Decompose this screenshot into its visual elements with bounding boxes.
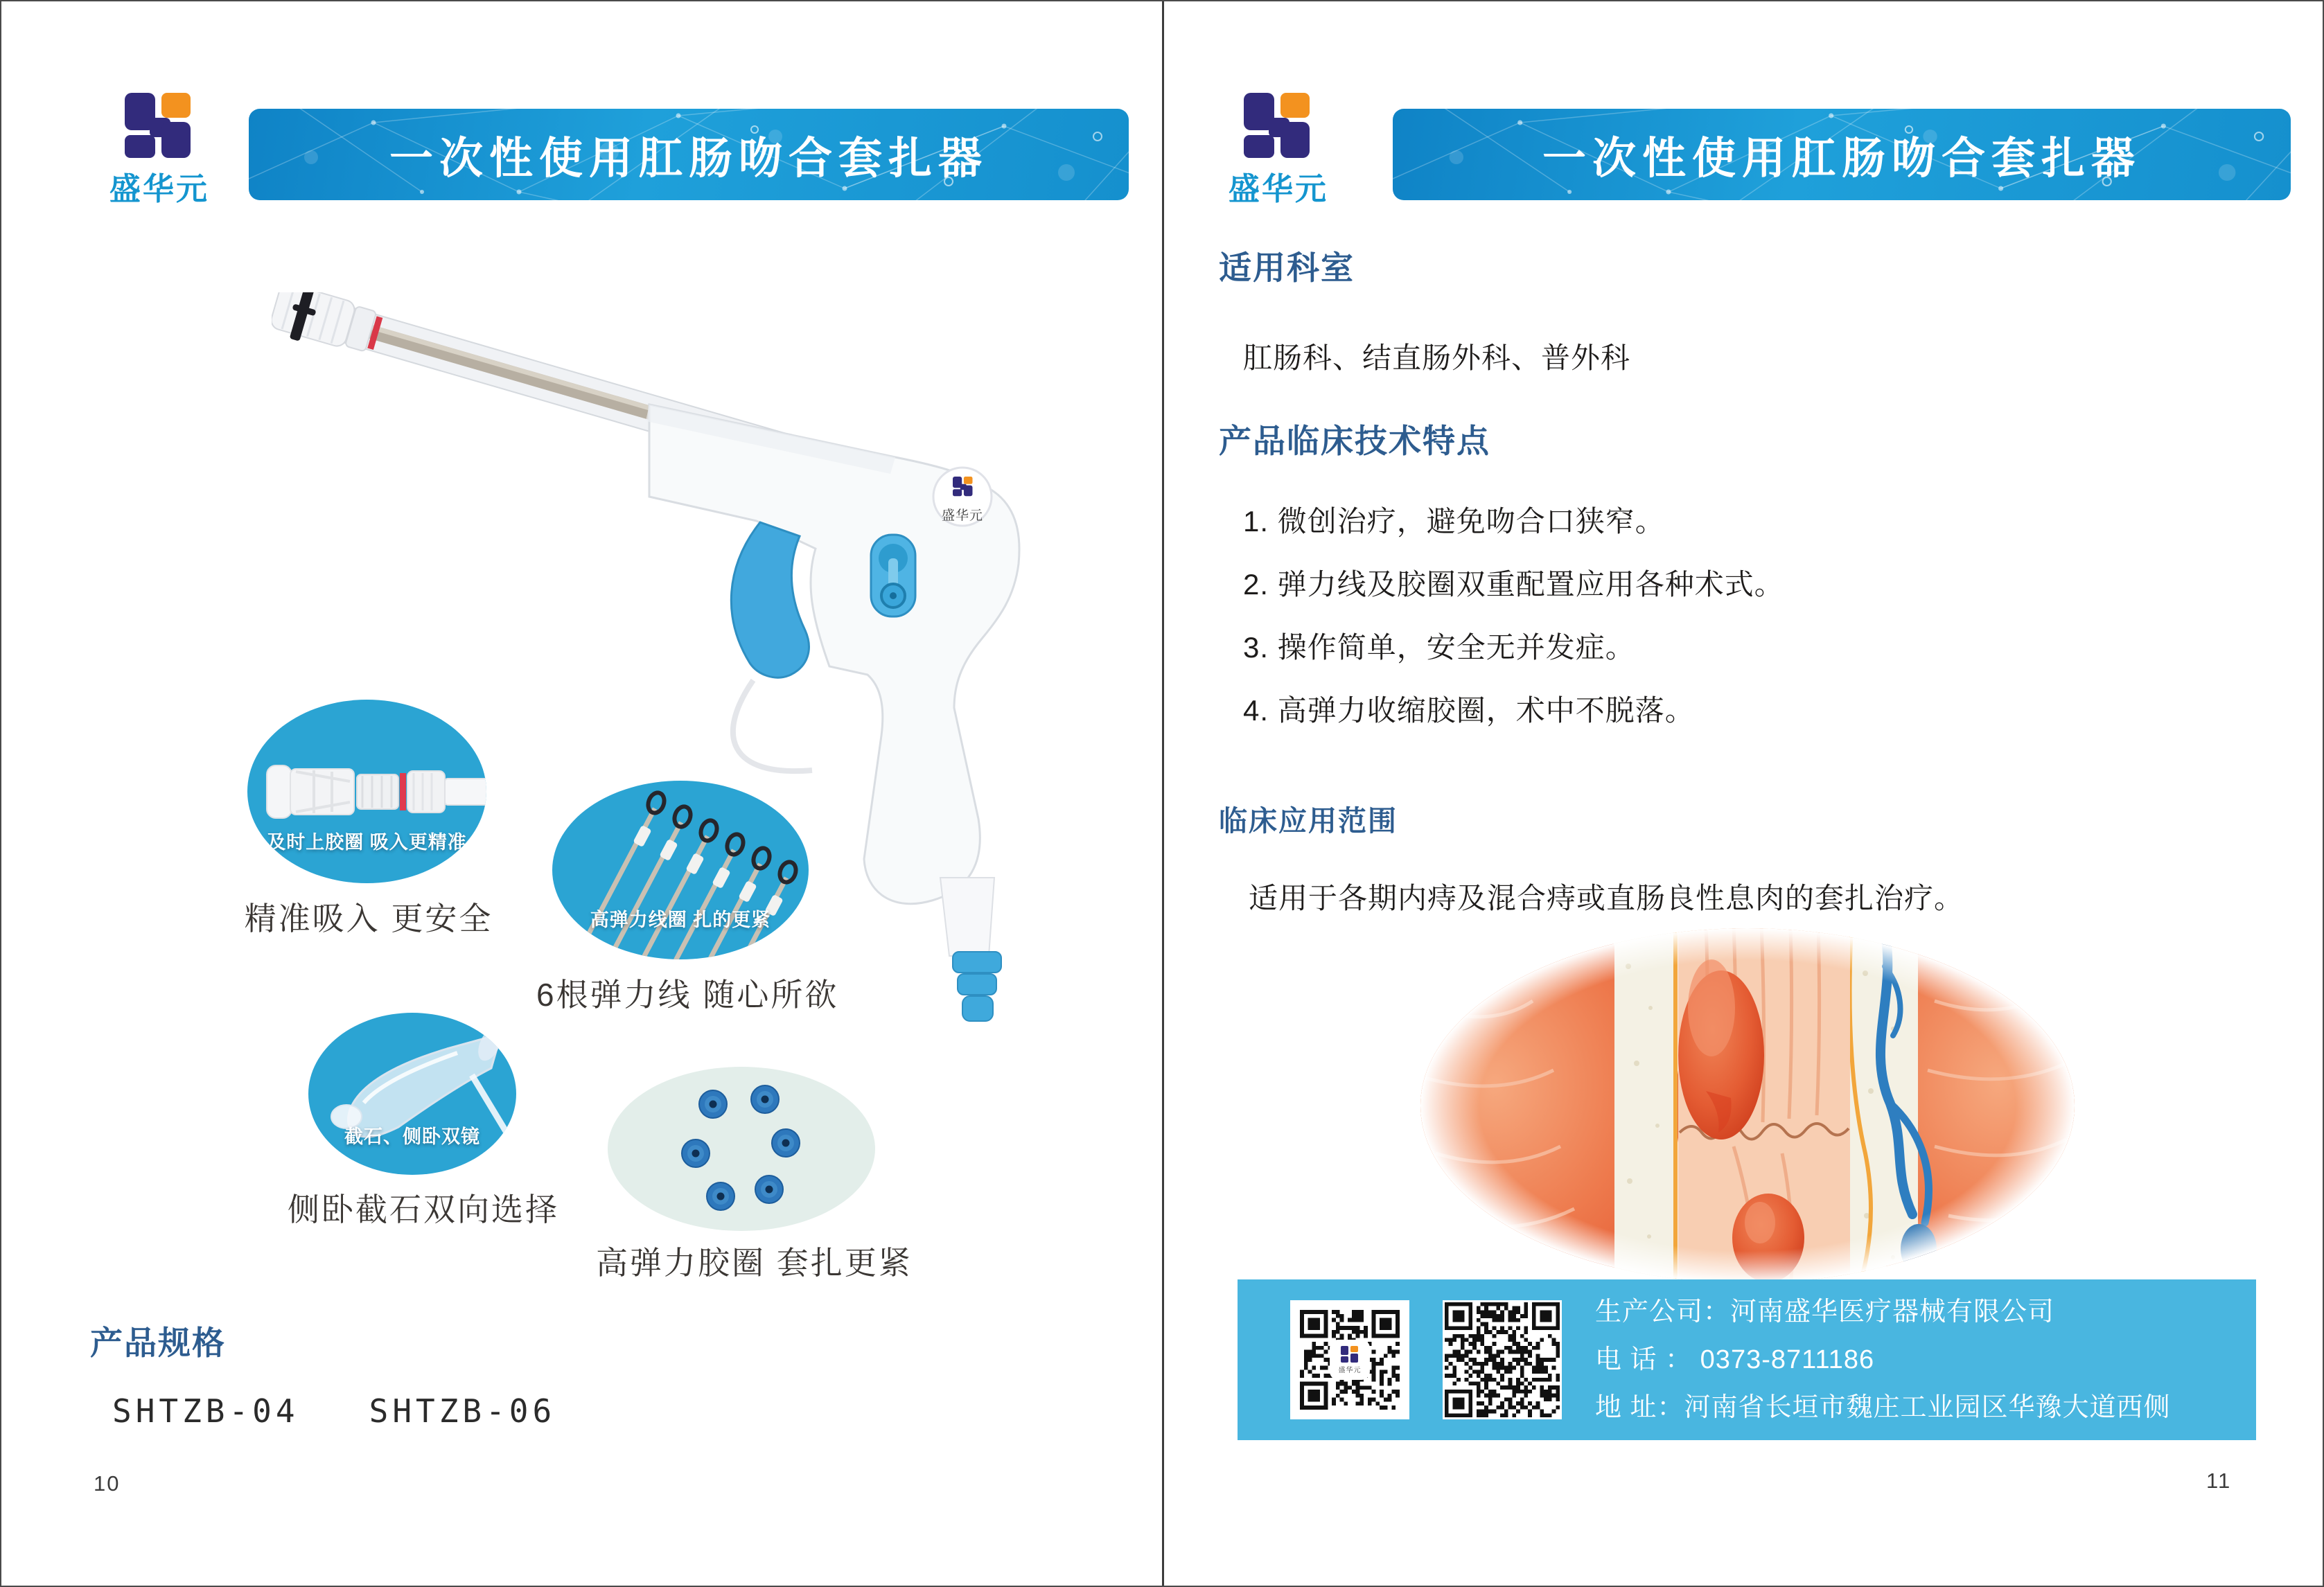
specs-models: SHTZB-04 SHTZB-06 [112, 1392, 556, 1430]
callout-caption: 侧卧截石双向选择 [288, 1191, 559, 1227]
contact-bar [1238, 1279, 2256, 1440]
callout-caption: 6根弹力线 随心所欲 [536, 977, 839, 1013]
callout-caption: 精准吸入 更安全 [244, 901, 493, 937]
qr-center-logo [1330, 1340, 1370, 1380]
brand-logo [98, 93, 220, 209]
feature-item: 1. 微创治疗，避免吻合口狭窄。 [1243, 505, 1665, 538]
page-number-right: 11 [2206, 1469, 2232, 1493]
specs-heading: 产品规格 [90, 1324, 226, 1361]
feature-item: 4. 高弹力收缩胶圈，术中不脱落。 [1243, 694, 1695, 727]
qr-code [1445, 1302, 1560, 1417]
contact-company: 生产公司：河南盛华医疗器械有限公司 [1595, 1297, 2055, 1327]
contact-info [1595, 1288, 2171, 1432]
anatomy-illustration [1408, 925, 2087, 1290]
feature-item: 2. 弹力线及胶圈双重配置应用各种术式。 [1243, 568, 1784, 601]
left-page-title-banner [249, 109, 1129, 200]
feature-item: 3. 操作简单，安全无并发症。 [1243, 631, 1635, 664]
callout-elastic-lines [552, 781, 809, 959]
qr-code-website [1443, 1300, 1562, 1419]
callout-anoscope [308, 1013, 516, 1175]
callout-inner-label: 高弹力线圈 扎的更紧 [590, 910, 771, 930]
rubber-bands-photo [608, 1067, 875, 1231]
page-number-left: 10 [94, 1471, 121, 1496]
brand-name: 盛华元 [109, 171, 209, 206]
right-page-title-banner [1393, 109, 2291, 200]
scope-text: 适用于各期内痔及混合痔或直肠良性息肉的套扎治疗。 [1249, 882, 1964, 914]
callout-rubber-bands [608, 1067, 875, 1231]
section-heading-features: 产品临床技术特点 [1219, 423, 1490, 459]
device-badge-text: 盛华元 [941, 508, 984, 523]
page-title: 一次性使用肛肠吻合套扎器 [389, 134, 988, 183]
section-heading-departments: 适用科室 [1219, 249, 1355, 286]
callout-inner-label: 截石、侧卧双镜 [344, 1126, 480, 1147]
brand-name: 盛华元 [1228, 171, 1328, 206]
callout-caption: 高弹力胶圈 套扎更紧 [596, 1245, 913, 1281]
brand-logo-icon [1244, 93, 1313, 158]
brand-logo-icon [125, 93, 194, 158]
page-title: 一次性使用肛肠吻合套扎器 [1542, 134, 2141, 183]
departments-text: 肛肠科、结直肠外科、普外科 [1243, 342, 1631, 374]
section-heading-scope: 临床应用范围 [1219, 805, 1398, 837]
suction-tip-photo [247, 700, 486, 883]
feature-list [1243, 490, 1784, 742]
brand-logo-icon [1341, 1346, 1359, 1363]
brand-logo [1217, 93, 1339, 209]
qr-code-wechat [1290, 1300, 1409, 1419]
anoscope-photo [308, 1013, 516, 1175]
callout-inner-label: 及时上胶圈 吸入更精准 [267, 832, 467, 853]
contact-phone: 电 话 ： 0373-8711186 [1595, 1345, 1875, 1374]
contact-address: 地 址：河南省长垣市魏庄工业园区华豫大道西侧 [1595, 1392, 2171, 1422]
callout-suction-tip [247, 700, 486, 883]
elastic-lines-photo [552, 781, 809, 959]
qr-logo-text: 盛华元 [1338, 1366, 1362, 1374]
page-divider [1162, 1, 1164, 1587]
